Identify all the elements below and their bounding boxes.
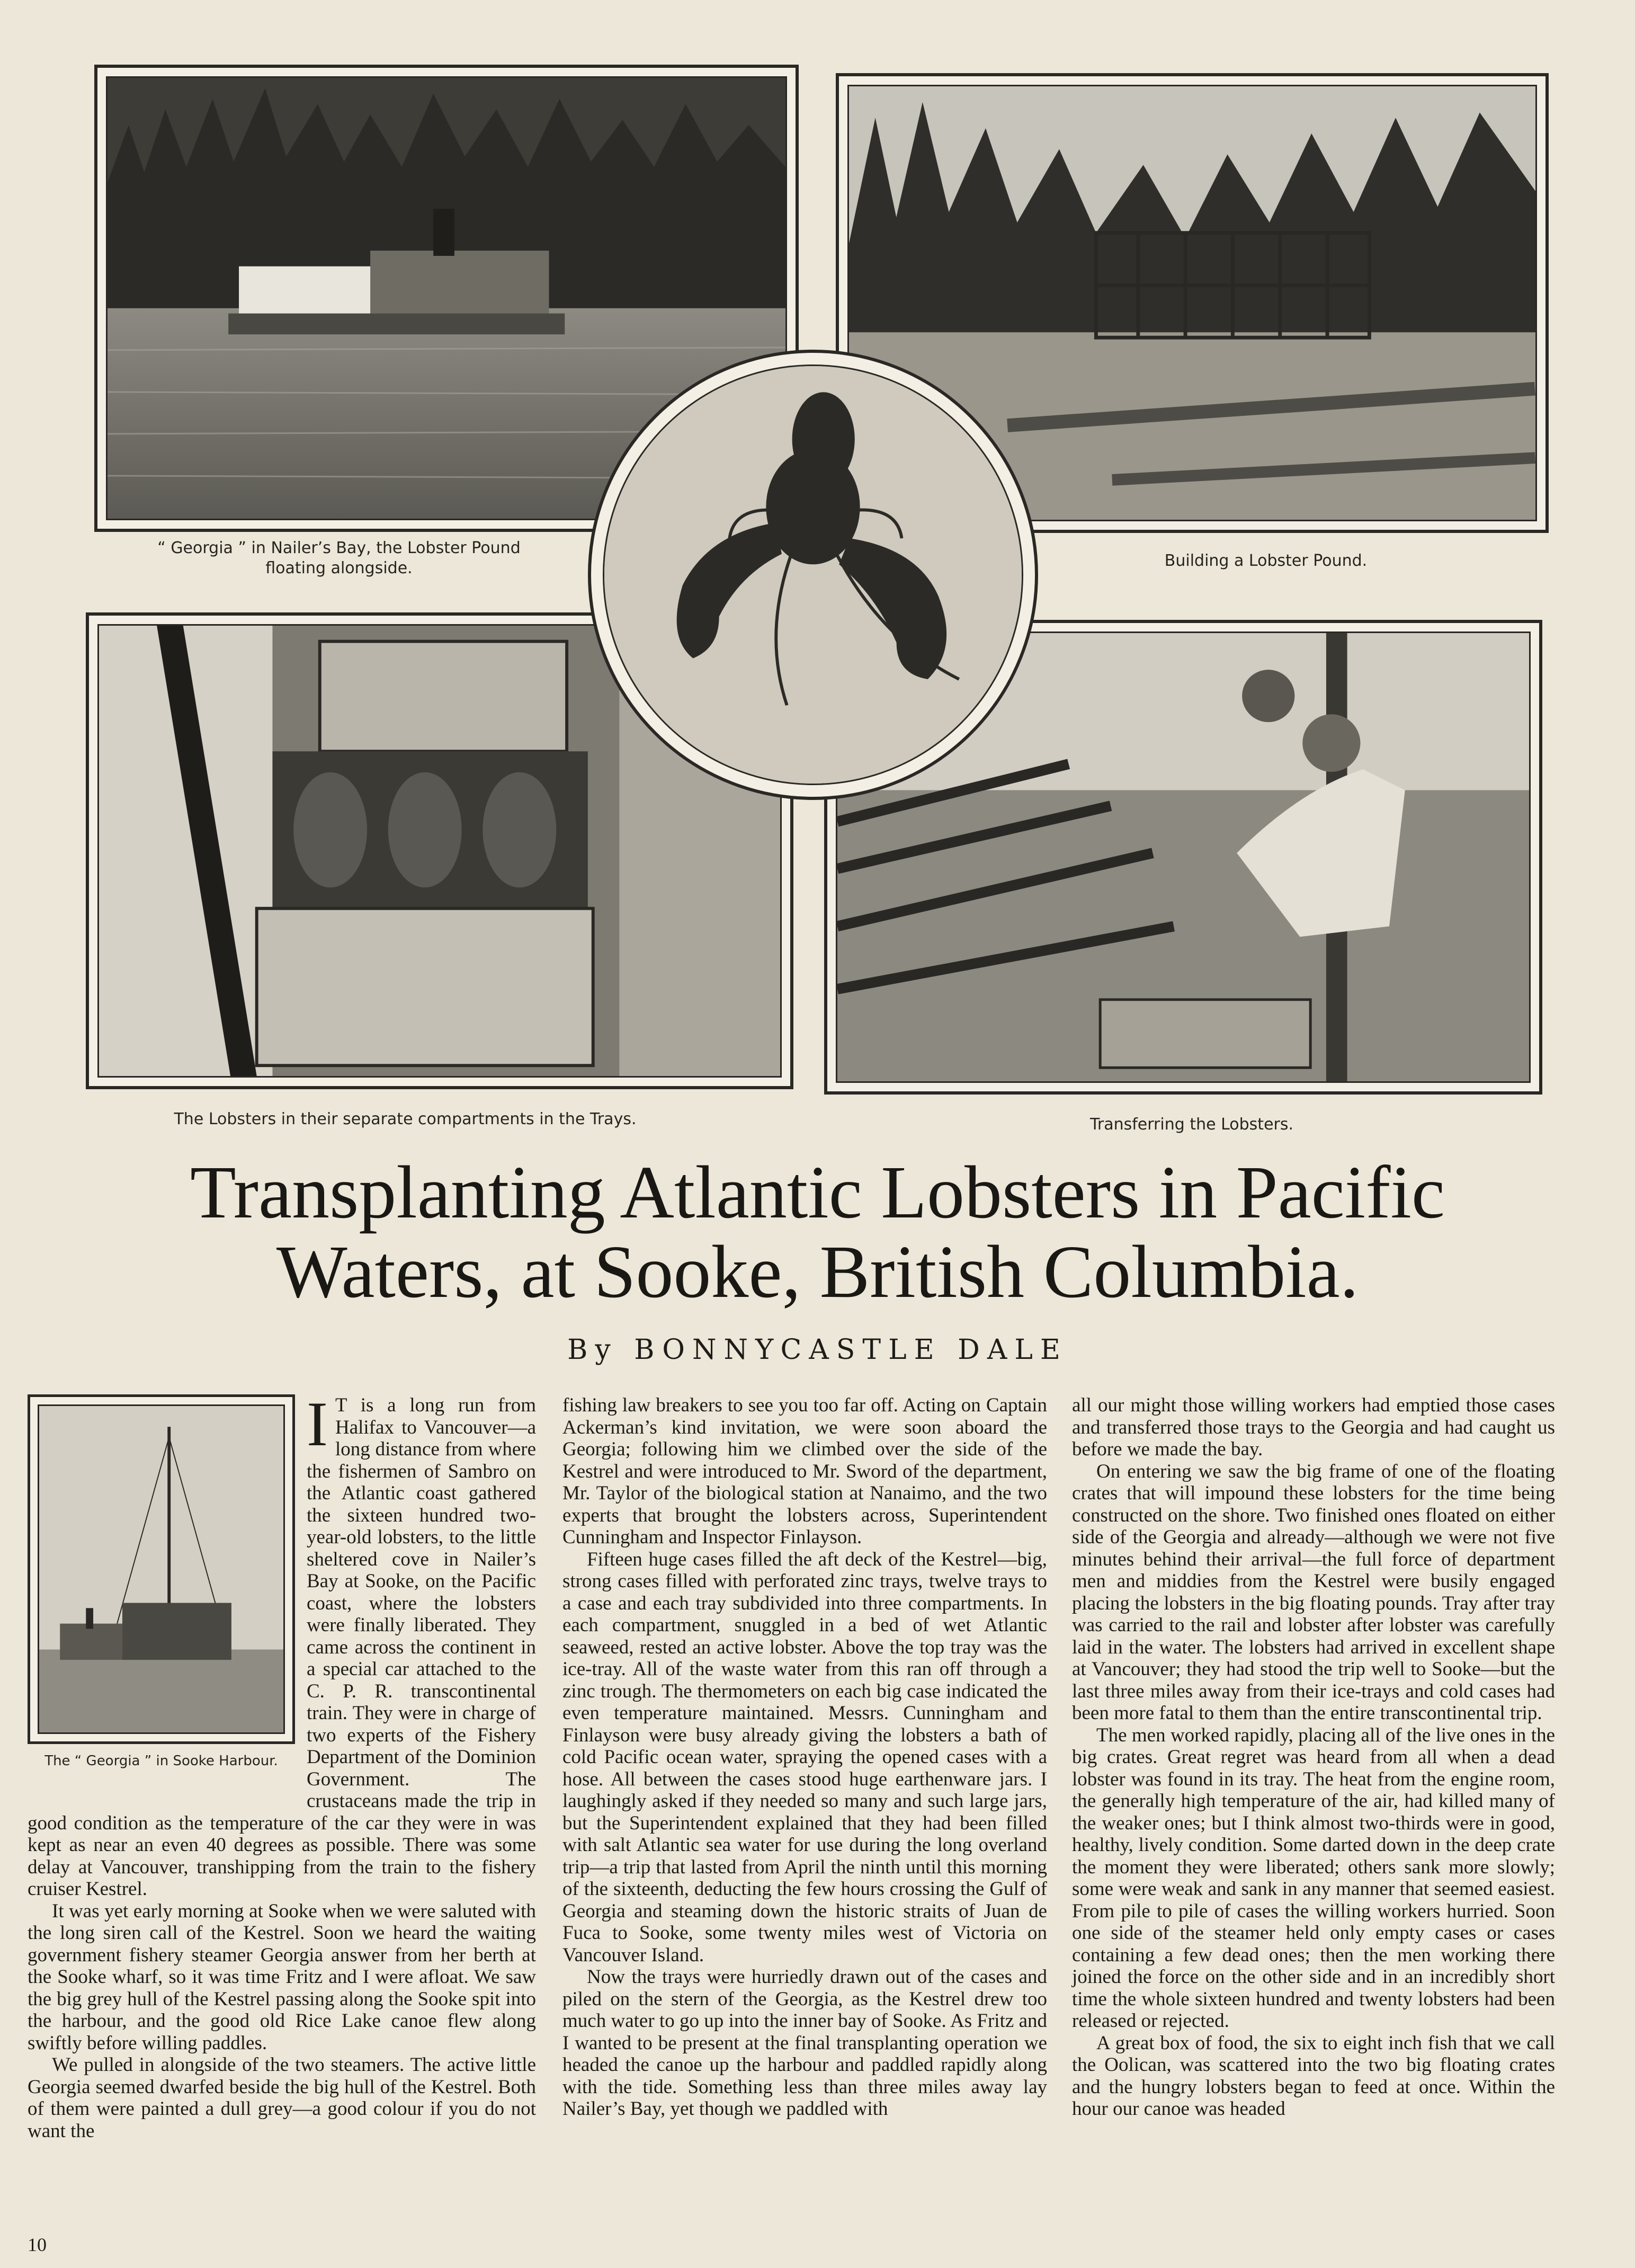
caption-inset: The “ Georgia ” in Sooke Harbour.: [44, 1753, 278, 1769]
photo-frame-lobster-round: [588, 350, 1038, 800]
paragraph: all our might those willing workers had emptied those cases and transferred those trays to the Georgia and had caught us before we made the bay.: [1072, 1394, 1555, 1460]
photo-lobster-closeup: [604, 366, 1022, 784]
byline: By BONNYCASTLE DALE: [567, 1334, 1068, 1366]
drop-cap: I: [307, 1389, 328, 1459]
paragraph: Now the trays were hurriedly drawn out of the cases and piled on the stern of the Georgia, as the Kestrel drew too much water to go up into the inner bay of Sooke. As Fritz and I wanted to be present at the final transplanting operation we headed the canoe up the harbour and paddled rapidly along with the tide. Something less than three miles away lay Nailer’s Bay, yet though we paddled with: [562, 1966, 1047, 2120]
photo-georgia-sooke-harbour: [39, 1406, 283, 1732]
page-number: 10: [28, 2234, 47, 2255]
paragraph: Fifteen huge cases filled the aft deck of the Kestrel—big, strong cases filled with perforated zinc trays, twelve trays to a case and each tray subdivided into three compartments. In each compartment, snuggled in a bed of wet Atlantic seaweed, rested an active lobster. Above the top tray was the ice-tray. All of the waste water from this ran off through a zinc trough. The thermometers on each big case indicated the even temperature maintained. Messrs. Cunningham and Finlayson were busy already giving the lobsters a bath of cold Pacific ocean water, spraying the opened cases with a hose. All between the cases stood huge earthenware jars. I laughingly asked if they needed so many and such large jars, but the Superintendent explained that they had been filled with salt Atlantic sea water for use during the long overland trip—a trip that lasted from April the ninth until this morning of the sixteenth, deducting the few hours crossing the Gulf of Georgia and steaming down the historic straits of Juan de Fuca to Sooke, some twenty miles west of Victoria on Vancouver Island.: [562, 1548, 1047, 1966]
column-3: [1072, 1394, 1555, 2120]
paragraph: A great box of food, the six to eight inch fish that we call the Oolican, was scattered into the two big floating crates and the hungry lobsters began to feed at once. Within the hour our canoe was headed: [1072, 2032, 1555, 2120]
caption-transferring: Transferring the Lobsters.: [1089, 1115, 1294, 1134]
caption-building-pound: Building a Lobster Pound.: [1164, 552, 1368, 570]
paragraph: The men worked rapidly, placing all of the live ones in the big crates. Great regret was heard from all when a dead lobster was found in its tray. The heat from the engine room, the generally high temperature of the air, had killed many of the weaker ones; but I think almost two-thirds were in good, healthy, lively condition. Some darted down in the deep crate the moment they were liberated; others sank more slowly; some were weak and sank in any manner that seemed easiest. From pile to pile of cases the willing workers hurried. Soon one side of the steamer held only empty cases or cases containing a few dead ones; then the men working there joined the force on the other side and in an incredibly short time the whole sixteen hundred and twenty lobsters had been released or rejected.: [1072, 1724, 1555, 2032]
paragraph: On entering we saw the big frame of one of the floating crates that will impound these lobsters for the time being constructed on the shore. Two finished ones floated on either side of the Georgia and already—although we were not five minutes behind their arrival—the full force of department men and middies from the Kestrel were busily engaged placing the lobsters in the big floating pounds. Tray after tray was carried to the rail and lobster after lobster was carefully laid in the water. The lobsters had arrived in excellent shape at Vancouver; they had stood the trip well to Sooke—but the last three miles away from their ice-trays and cold cases had been more fatal to them than the entire transcontinental trip.: [1072, 1460, 1555, 1724]
article-title-line-2: Waters, at Sooke, British Columbia.: [276, 1230, 1359, 1313]
caption-lobster-trays: The Lobsters in their separate compartments in the Trays.: [174, 1110, 637, 1128]
column-1: [28, 1389, 536, 2142]
caption-georgia-bay: “ Georgia ” in Nailer’s Bay, the Lobster Pound floating alongside.: [157, 539, 521, 577]
article-title-line-1: Transplanting Atlantic Lobsters in Pacific: [190, 1150, 1445, 1234]
paragraph: We pulled in alongside of the two steamers. The active little Georgia seemed dwarfed beside the big hull of the Kestrel. Both of them were painted a dull grey—a good colour if you do not want the: [28, 2054, 536, 2142]
inset-figure: [28, 1394, 295, 1808]
paragraph: T is a long run from Halifax to Vancouver—a long distance from where the fishermen of Sambro on the Atlantic coast gathered the sixteen hundred two-year-old lobsters, to the little sheltered cove in Nailer’s Bay at Sooke, on the Pacific coast, where the lobsters were finally liberated. They came across the continent in a special car attached to the C. P. R. transcontinental train. They were in charge of two experts of the Fishery Department of the Dominion Government. The crustaceans made the trip in good condition as the temperature of the car they were in was kept as near an even 40 degrees as possible. There was some delay at Vancouver, transhipping from the train to the fishery cruiser Kestrel.: [28, 1394, 536, 1900]
paragraph: fishing law breakers to see you too far off. Acting on Captain Ackerman’s kind invitation, we were soon aboard the Georgia; following him we climbed over the side of the Kestrel and were introduced to Mr. Sword of the department, Mr. Taylor of the biological station at Nanaimo, and the two experts that brought the lobsters across, Superintendent Cunningham and Inspector Finlayson.: [562, 1394, 1047, 1548]
paragraph: It was yet early morning at Sooke when we were saluted with the long siren call of the Kestrel. Soon we heard the waiting government fishery steamer Georgia answer from her berth at the Sooke wharf, so it was time Fritz and I were afloat. We saw the big grey hull of the Kestrel passing along the Sooke spit into the harbour, and the good old Rice Lake canoe flew along swiftly before willing paddles.: [28, 1900, 536, 2054]
column-2: [562, 1394, 1047, 2120]
